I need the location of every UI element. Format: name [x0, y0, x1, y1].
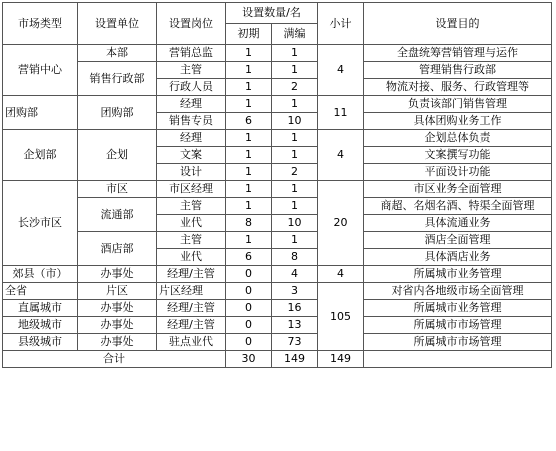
market-cell: 地级城市: [3, 317, 78, 334]
purpose-cell: 具体流通业务: [364, 215, 552, 232]
market-cell: 长沙市区: [3, 181, 78, 266]
table-row: [3, 198, 552, 215]
table-row: [3, 300, 552, 317]
market-cell: 县级城市: [3, 334, 78, 351]
full-cell: 1: [272, 45, 318, 62]
full-cell: 1: [272, 130, 318, 147]
full-cell: 1: [272, 147, 318, 164]
position-cell: 文案: [157, 147, 226, 164]
full-cell: 73: [272, 334, 318, 351]
subtotal-cell: 4: [318, 45, 364, 96]
unit-cell: 酒店部: [78, 232, 157, 266]
position-cell: 营销总监: [157, 45, 226, 62]
position-cell: 市区经理: [157, 181, 226, 198]
initial-cell: 1: [226, 181, 272, 198]
total-label: 合计: [3, 351, 226, 368]
market-cell: 全省: [3, 283, 78, 300]
market-cell: 直属城市: [3, 300, 78, 317]
position-cell: 销售专员: [157, 113, 226, 130]
position-cell: 经理/主管: [157, 300, 226, 317]
table-row: [3, 232, 552, 249]
subtotal-cell: 11: [318, 96, 364, 130]
initial-cell: 1: [226, 198, 272, 215]
full-cell: 1: [272, 96, 318, 113]
unit-cell: 办事处: [78, 334, 157, 351]
initial-cell: 6: [226, 249, 272, 266]
initial-cell: 0: [226, 300, 272, 317]
initial-cell: 1: [226, 232, 272, 249]
market-cell: 企划部: [3, 130, 78, 181]
position-cell: 主管: [157, 232, 226, 249]
table-row: [3, 130, 552, 147]
initial-cell: 1: [226, 130, 272, 147]
table-row: [3, 96, 552, 113]
header-row: [3, 3, 552, 24]
purpose-cell: 对省内各地级市场全面管理: [364, 283, 552, 300]
position-cell: 驻点业代: [157, 334, 226, 351]
header-market-type: 市场类型: [3, 3, 78, 45]
initial-cell: 1: [226, 79, 272, 96]
purpose-cell: 企划总体负责: [364, 130, 552, 147]
full-cell: 1: [272, 232, 318, 249]
subtotal-cell: 4: [318, 130, 364, 181]
unit-cell: 企划: [78, 130, 157, 181]
position-cell: 经理/主管: [157, 266, 226, 283]
total-subtotal: 149: [318, 351, 364, 368]
position-cell: 业代: [157, 215, 226, 232]
initial-cell: 0: [226, 334, 272, 351]
unit-cell: 团购部: [78, 96, 157, 130]
purpose-cell: 物流对接、服务、行政管理等: [364, 79, 552, 96]
total-row: [3, 351, 552, 368]
staffing-table: [2, 2, 552, 368]
table-row: [3, 334, 552, 351]
unit-cell: 办事处: [78, 266, 157, 283]
full-cell: 8: [272, 249, 318, 266]
unit-cell: 办事处: [78, 317, 157, 334]
full-cell: 1: [272, 181, 318, 198]
unit-cell: 销售行政部: [78, 62, 157, 96]
initial-cell: 0: [226, 317, 272, 334]
table-row: [3, 266, 552, 283]
full-cell: 2: [272, 164, 318, 181]
purpose-cell: 商超、名烟名酒、特渠全面管理: [364, 198, 552, 215]
purpose-cell: 市区业务全面管理: [364, 181, 552, 198]
full-cell: 1: [272, 198, 318, 215]
unit-cell: 办事处: [78, 300, 157, 317]
header-purpose: 设置目的: [364, 3, 552, 45]
full-cell: 1: [272, 62, 318, 79]
position-cell: 主管: [157, 62, 226, 79]
position-cell: 主管: [157, 198, 226, 215]
position-cell: 业代: [157, 249, 226, 266]
full-cell: 4: [272, 266, 318, 283]
full-cell: 16: [272, 300, 318, 317]
initial-cell: 0: [226, 283, 272, 300]
purpose-cell: 酒店全面管理: [364, 232, 552, 249]
full-cell: 10: [272, 215, 318, 232]
header-subtotal: 小计: [318, 3, 364, 45]
purpose-cell: 文案撰写功能: [364, 147, 552, 164]
subtotal-cell: 20: [318, 181, 364, 266]
initial-cell: 8: [226, 215, 272, 232]
full-cell: 10: [272, 113, 318, 130]
position-cell: 经理/主管: [157, 317, 226, 334]
purpose-cell: 所属城市业务管理: [364, 300, 552, 317]
position-cell: 经理: [157, 130, 226, 147]
table-row: [3, 317, 552, 334]
initial-cell: 1: [226, 96, 272, 113]
header-quantity: 设置数量/名: [226, 3, 318, 24]
table-row: [3, 62, 552, 79]
table-row: [3, 181, 552, 198]
purpose-cell: 具体团购业务工作: [364, 113, 552, 130]
initial-cell: 6: [226, 113, 272, 130]
header-full: 满编: [272, 24, 318, 45]
initial-cell: 1: [226, 164, 272, 181]
position-cell: 经理: [157, 96, 226, 113]
initial-cell: 1: [226, 45, 272, 62]
position-cell: 片区经理: [157, 283, 226, 300]
initial-cell: 1: [226, 147, 272, 164]
initial-cell: 1: [226, 62, 272, 79]
table-row: [3, 45, 552, 62]
market-cell: 郊县（市）: [3, 266, 78, 283]
position-cell: 设计: [157, 164, 226, 181]
total-full: 149: [272, 351, 318, 368]
purpose-cell: 管理销售行政部: [364, 62, 552, 79]
purpose-cell: 所属城市市场管理: [364, 334, 552, 351]
market-cell: 团购部: [3, 96, 78, 130]
full-cell: 13: [272, 317, 318, 334]
header-unit: 设置单位: [78, 3, 157, 45]
market-cell: 营销中心: [3, 45, 78, 96]
unit-cell: 本部: [78, 45, 157, 62]
unit-cell: 流通部: [78, 198, 157, 232]
purpose-cell: 平面设计功能: [364, 164, 552, 181]
total-initial: 30: [226, 351, 272, 368]
total-purpose: [364, 351, 552, 368]
unit-cell: 片区: [78, 283, 157, 300]
purpose-cell: 所属城市业务管理: [364, 266, 552, 283]
unit-cell: 市区: [78, 181, 157, 198]
purpose-cell: 所属城市市场管理: [364, 317, 552, 334]
position-cell: 行政人员: [157, 79, 226, 96]
purpose-cell: 全盘统筹营销管理与运作: [364, 45, 552, 62]
header-initial: 初期: [226, 24, 272, 45]
full-cell: 2: [272, 79, 318, 96]
subtotal-cell: 4: [318, 266, 364, 283]
purpose-cell: 具体酒店业务: [364, 249, 552, 266]
header-position: 设置岗位: [157, 3, 226, 45]
full-cell: 3: [272, 283, 318, 300]
purpose-cell: 负责该部门销售管理: [364, 96, 552, 113]
initial-cell: 0: [226, 266, 272, 283]
subtotal-cell: 105: [318, 283, 364, 351]
table-row: [3, 283, 552, 300]
